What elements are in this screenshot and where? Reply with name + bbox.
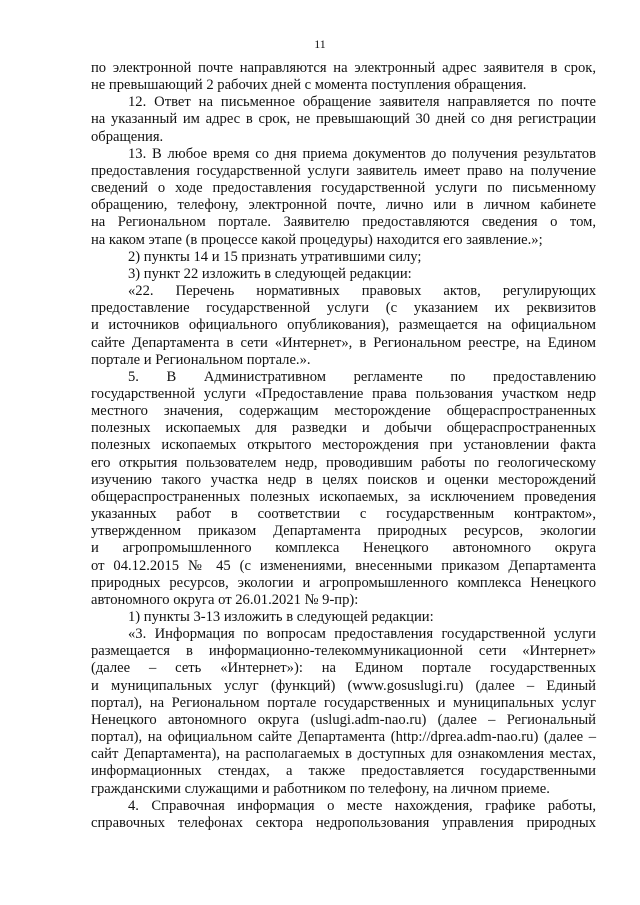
text-line: Ненецкого автономного округа (uslugi.adm-nao.ru) (далее – Региональный bbox=[91, 711, 596, 728]
text-line: полезных ископаемых для разведки и добычи общераспространенных bbox=[91, 420, 596, 437]
text-line: по электронной почте направляются на электронный адрес заявителя в срок, bbox=[91, 60, 596, 76]
text-line: гражданскими служащими и работником по телефону, на личном приеме. bbox=[91, 780, 550, 797]
text-line: и агропромышленного комплекса Ненецкого автономного округа bbox=[91, 540, 596, 557]
text-line: изучению такого участка недр в целях поисков и оценки месторождений bbox=[91, 471, 596, 488]
document-body bbox=[91, 60, 596, 832]
text-line: полезных ископаемых открытого месторождения при установлении факта bbox=[91, 437, 596, 454]
text-line: автономного округа от 26.01.2021 № 9-пр): bbox=[91, 591, 359, 608]
text-line: местного значения, содержащим месторождение общераспространенных bbox=[91, 403, 596, 420]
text-line: портал), на официальном сайте Департамента (http://dprea.adm-nao.ru) (далее – bbox=[91, 729, 596, 746]
page-number: 11 bbox=[314, 37, 326, 51]
text-line: портале и Региональном портале.». bbox=[91, 351, 311, 368]
text-line: «22. Перечень нормативных правовых актов, регулирующих bbox=[128, 283, 596, 300]
text-line: 2) пункты 14 и 15 признать утратившими силу; bbox=[128, 248, 422, 265]
text-line: 1) пункты 3-13 изложить в следующей редакции: bbox=[128, 609, 434, 625]
text-line: портал), на Региональном портале государственных и муниципальных услуг bbox=[91, 694, 596, 711]
text-line: «3. Информация по вопросам предоставления государственной услуги bbox=[128, 626, 596, 643]
text-line: справочных телефонах сектора недропользования управления природных bbox=[91, 814, 596, 831]
text-line: 12. Ответ на письменное обращение заявителя направляется по почте bbox=[128, 94, 596, 111]
text-line: 4. Справочная информация о месте нахождения, графике работы, bbox=[128, 797, 596, 814]
text-line: государственной услуги «Предоставление права пользования участком недр bbox=[91, 385, 596, 402]
text-line: природных ресурсов, экологии и агропромышленного комплекса Ненецкого bbox=[91, 574, 596, 591]
text-line: предоставления государственной услуги заявитель имеет право на получение bbox=[91, 162, 596, 179]
text-line: сведений о ходе предоставления государственной услуги по письменному bbox=[91, 180, 596, 197]
text-line: 5. В Административном регламенте по предоставлению bbox=[128, 368, 596, 385]
text-line: его открытия пользователем недр, проводившим работы по геологическому bbox=[91, 454, 596, 471]
text-line: сайте Департамента в сети «Интернет», в Региональном реестре, на Едином bbox=[91, 334, 596, 351]
text-line: на Региональном портале. Заявителю предоставляются сведения о том, bbox=[91, 214, 596, 231]
text-line: указанных работ в соответствии с государственным контрактом», bbox=[91, 506, 596, 523]
text-line: общераспространенных полезных ископаемых, за исключением проведения bbox=[91, 488, 596, 505]
text-line: не превышающий 2 рабочих дней с момента поступления обращения. bbox=[91, 77, 527, 94]
text-line: 13. В любое время со дня приема документов до получения результатов bbox=[128, 145, 596, 162]
text-line: утвержденном приказом Департамента природных ресурсов, экологии bbox=[91, 523, 596, 540]
text-line: и источников официального опубликования), размещается на официальном bbox=[91, 317, 596, 334]
text-line: и муниципальных услуг (функций) (www.gosuslugi.ru) (далее – Единый bbox=[91, 677, 596, 694]
text-line: обращению, телефону, электронной почте, лично или в личном кабинете bbox=[91, 197, 596, 214]
text-line: от 04.12.2015 № 45 (с изменениями, внесенными приказом Департамента bbox=[91, 557, 596, 574]
text-line: информационных стендах, а также предоставляется государственными bbox=[91, 763, 596, 780]
text-line: предоставление государственной услуги (с указанием их реквизитов bbox=[91, 300, 596, 317]
text-line: размещается в информационно-телекоммуникационной сети «Интернет» bbox=[91, 643, 596, 660]
text-line: сайт Департамента), на располагаемых в доступных для ознакомления местах, bbox=[91, 746, 596, 763]
text-line: (далее – сеть «Интернет»): на Едином портале государственных bbox=[91, 660, 596, 677]
text-line: на указанный им адрес в срок, не превышающий 30 дней со дня регистрации bbox=[91, 111, 596, 128]
text-line: на каком этапе (в процессе какой процедуры) находится его заявление.»; bbox=[91, 231, 543, 248]
text-line: 3) пункт 22 изложить в следующей редакции: bbox=[128, 265, 412, 282]
text-line: обращения. bbox=[91, 128, 164, 145]
